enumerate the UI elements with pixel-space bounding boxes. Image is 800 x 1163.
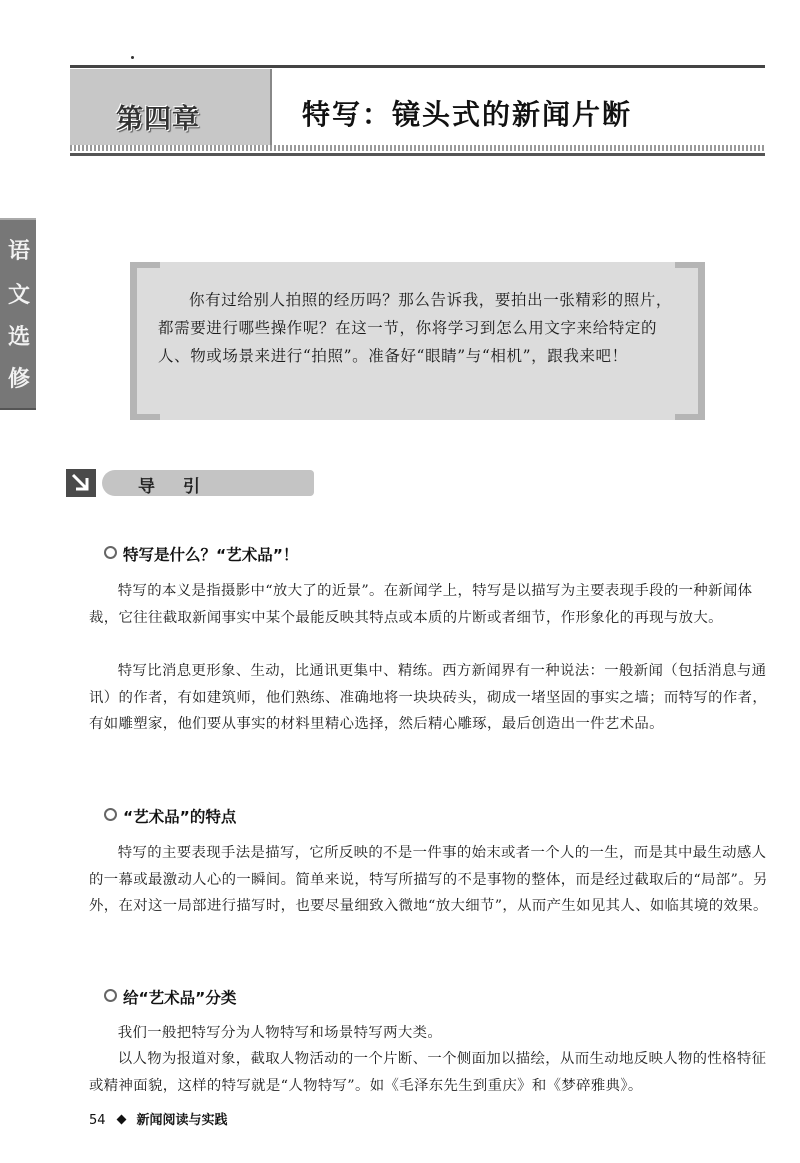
arrow-down-right-icon <box>66 469 96 497</box>
guide-bar <box>66 468 246 498</box>
header-dotted-rule <box>70 145 765 151</box>
bracket-right <box>698 262 705 420</box>
header-top-rule <box>70 65 765 68</box>
chapter-title: 特写：镜头式的新闻片断 <box>302 98 633 131</box>
side-tab-char: 修 <box>7 366 30 392</box>
page-number: 54 <box>89 1113 106 1128</box>
header-divider <box>270 69 277 145</box>
chapter-label: 第四章 <box>116 104 200 135</box>
section-heading-text: “艺术品”的特点 <box>123 808 237 826</box>
paragraph: 特写的本义是指摄影中“放大了的近景”。在新闻学上，特写是以描写为主要表现手段的一种新闻体裁，它往往截取新闻事实中某个最能反映其特点或本质的片断或者细节，作形象化的再现与放大。 <box>89 583 753 626</box>
paragraph: 我们一般把特写分为人物特写和场景特写两大类。 <box>117 1025 443 1041</box>
intro-box <box>130 262 705 420</box>
bracket-right-bottom <box>675 414 705 420</box>
section-heading <box>104 986 236 1008</box>
intro-text: 你有过给别人拍照的经历吗？那么告诉我，要拍出一张精彩的照片，都需要进行哪些操作呢？在这一节，你将学习到怎么用文字来给特定的人、物或场景来进行“拍照”。准备好“眼睛”与“相机”，跟我来吧！ <box>158 291 673 365</box>
page-footer <box>89 1109 228 1128</box>
bracket-left <box>130 262 137 420</box>
bracket-left-bottom <box>130 414 160 420</box>
circle-bullet-icon <box>104 989 117 1002</box>
print-dot <box>131 56 134 59</box>
circle-bullet-icon <box>104 808 117 821</box>
bracket-left-top <box>130 262 160 268</box>
section-heading <box>104 805 236 827</box>
bracket-right-top <box>675 262 705 268</box>
side-tab-char: 选 <box>7 324 30 350</box>
chapter-label-box <box>70 69 270 145</box>
section-heading <box>104 543 298 565</box>
guide-label: 导引 <box>138 477 228 497</box>
side-tab <box>0 218 36 410</box>
section-heading-text: 特写是什么？“艺术品”！ <box>123 546 299 564</box>
diamond-icon <box>116 1115 126 1125</box>
header-bottom-rule <box>70 153 765 156</box>
chapter-header <box>70 65 765 160</box>
circle-bullet-icon <box>104 546 117 559</box>
book-title: 新闻阅读与实践 <box>136 1113 228 1128</box>
paragraph: 特写的主要表现手法是描写，它所反映的不是一件事的始末或者一个人的一生，而是其中最生动感人的一幕或最激动人心的一瞬间。简单来说，特写所描写的不是事物的整体，而是经过截取后的“局部”。另外，在对这一局部进行描写时，也要尽量细致入微地“放大细节”，从而产生如见其人、如临其境的效果。 <box>89 845 768 914</box>
paragraph: 特写比消息更形象、生动，比通讯更集中、精练。西方新闻界有一种说法：一般新闻（包括消息与通讯）的作者，有如建筑师，他们熟练、准确地将一块块砖头，砌成一堵坚固的事实之墙；而特写的作者，有如雕塑家，他们要从事实的材料里精心选择，然后精心雕琢，最后创造出一件艺术品。 <box>89 663 768 732</box>
side-tab-char: 语 <box>7 238 30 264</box>
paragraph: 以人物为报道对象，截取人物活动的一个片断、一个侧面加以描绘，从而生动地反映人物的性格特征或精神面貌，这样的特写就是“人物特写”。如《毛泽东先生到重庆》和《梦碎雅典》。 <box>89 1051 767 1094</box>
section-heading-text: 给“艺术品”分类 <box>123 989 237 1007</box>
side-tab-char: 文 <box>7 282 30 308</box>
